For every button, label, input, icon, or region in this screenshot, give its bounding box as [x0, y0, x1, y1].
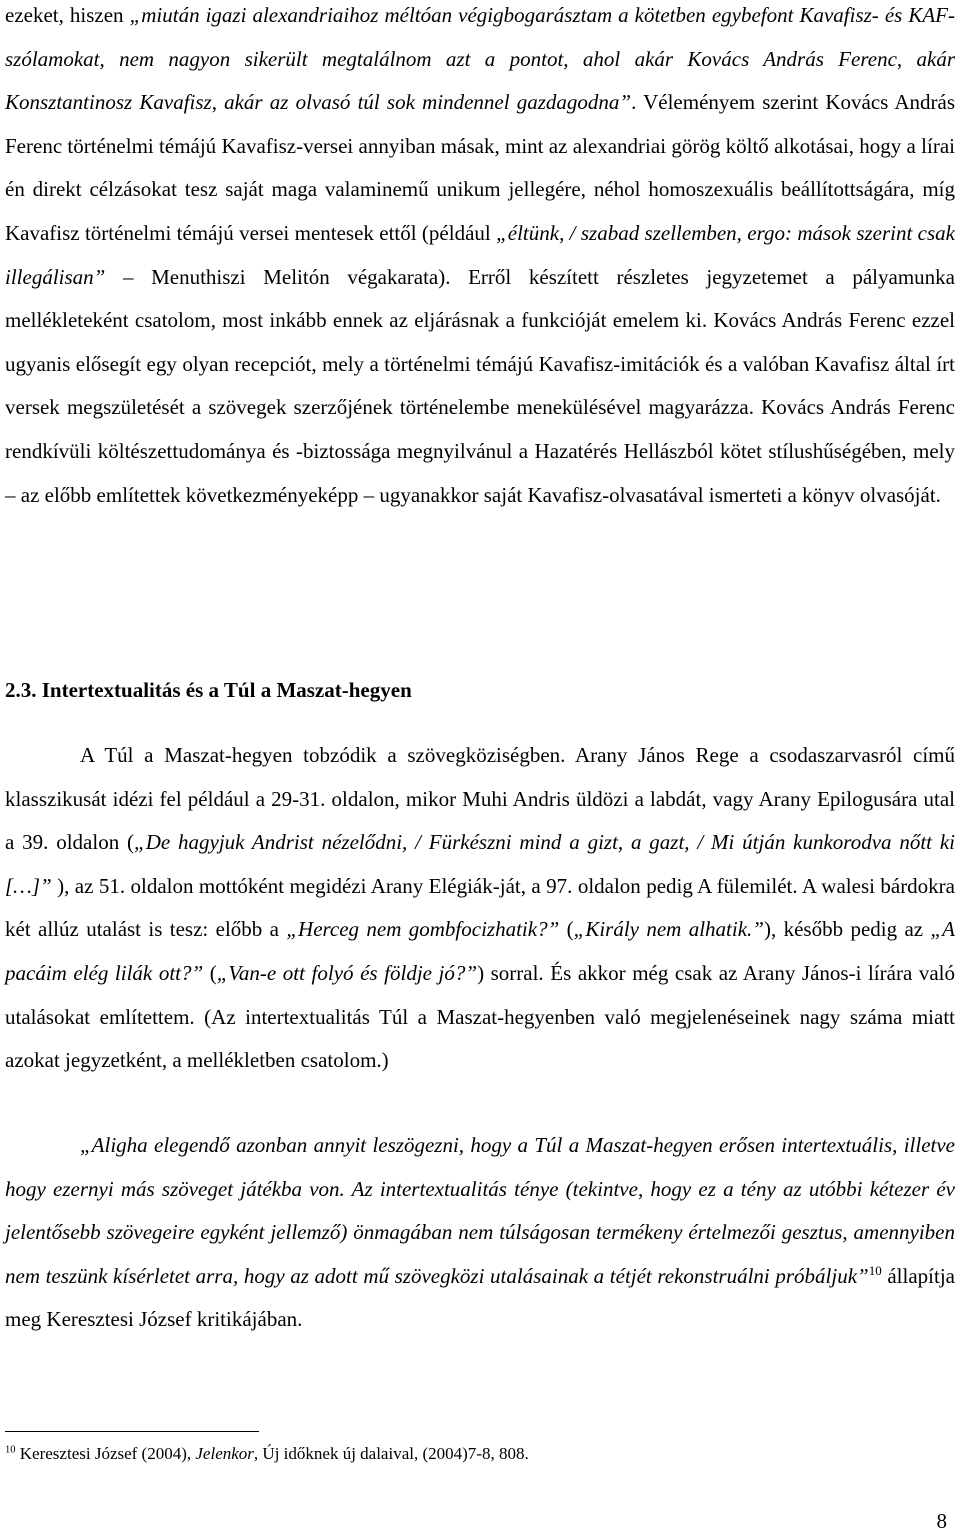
quote-italic: „miután igazi alexandriaihoz méltóan végigbogarásztam a kötetben egybefont Kavafisz- és KAF-szólamokat, nem nagyon sikerült megtalálnom azt a pontot, ahol akár Kovács András Ferenc, akár Konsztantinosz Kavafisz, akár az olvasó túl sok mindennel gazdagodna”: [5, 3, 955, 115]
page-number: 8: [936, 1509, 947, 1533]
footnote-divider: [5, 1431, 259, 1432]
quote-italic: „Van-e ott folyó és földje jó?”: [216, 960, 478, 985]
quote-italic: „De hagyjuk Andrist nézelődni, / Fürkészni mind a gizt, a gazt, / Mi útján kunkorodva nőtt ki […]”: [5, 830, 955, 898]
text-run: ), az 51. oldalon mottóként megidézi Arany Elégiák-ját, a 97. oldalon pedig A fülemilét. A walesi bárdokra két allúz utalást is tesz: előbb a: [5, 873, 955, 942]
text-run: ), később pedig az: [763, 917, 931, 942]
quote-italic: „Aligha elegendő azonban annyit leszögezni, hogy a Túl a Maszat-hegyen erősen intertextuális, illetve hogy ezernyi más szöveget játékba von. Az intertextualitás ténye (tekintve, hogy ez a tény az utóbbi kétezer év jelentősebb szövegeire egyként jellemző) önmagában nem túlságosan termékeny értelmezői gesztus, amennyiben nem teszünk kísérletet arra, hogy az adott mű szövegközi utalásainak a tétjét rekonstruálni próbáljuk”: [5, 1133, 955, 1288]
text-run: állapítja meg Keresztesi József kritikájában.: [5, 1263, 955, 1332]
text-run: ezeket, hiszen: [5, 3, 130, 27]
quote-italic: „Herceg nem gombfocizhatik?”: [286, 917, 560, 942]
text-run: (: [559, 917, 574, 942]
footnote-reference[interactable]: 10: [868, 1262, 882, 1278]
footnote: [5, 1440, 955, 1468]
text-run: Keresztesi József (2004),: [15, 1444, 196, 1463]
paragraph-intertextuality: [5, 734, 955, 1083]
text-run: ) sorral. És akkor még csak az Arany János-i lírára való utalásokat említettem. (Az intertextualitás Túl a Maszat-hegyenben való megjelenéseinek nagy száma miatt azokat jegyzetként, a mellékletben csatolom.): [5, 960, 955, 1073]
text-run: A Túl a Maszat-hegyen tobzódik a szövegköziségben. Arany János Rege a csodaszarvasról című klasszikusát idézi fel például a 29-31. oldalon, mikor Muhi Andris üldözi a labdát, vagy Arany Epilogusára utal a 39. oldalon (: [5, 743, 955, 855]
text-run: – Menuthiszi Melitón végakarata). Erről készített részletes jegyzetemet a pályamunka mellékleteként csatolom, most inkább ennek az eljárásnak a funkcióját emelem ki. Kovács András Ferenc ezzel ugyanis elősegít egy olyan recepciót, mely a történelmi témájú Kavafisz-imitációk és a valóban Kavafisz által írt versek megszületését a szövegek szerzőjének történelembe menekülésével magyarázza. Kovács András Ferenc rendkívüli költészettudománya és -biztossága megnyilvánul a Hazatérés Hellászból kötet stílushűségében, mely – az előbb említettek következményeképp – ugyanakkor saját Kavafisz-olvasatával ismerteti a könyv olvasóját.: [5, 264, 955, 507]
text-run: (: [203, 960, 217, 985]
document-page: [5, 0, 955, 1537]
paragraph-kavafisz: [5, 0, 955, 517]
text-run: . Véleményem szerint Kovács András Ferenc történelmi témájú Kavafisz-versei annyiban másak, mint az alexandriai görög költő alkotásai, hogy a lírai én direkt célzásokat tesz saját maga valaminemű unikum jellegére, néhol homoszexuális beállítottságára, míg Kavafisz történelmi témájú versei mentesek ettől (például: [5, 90, 955, 245]
journal-title: Jelenkor: [195, 1444, 254, 1463]
quote-italic: „éltünk, / szabad szellemben, ergo: mások szerint csak illegálisan”: [5, 220, 955, 289]
text-run: , Új időknek új dalaival, (2004)7-8, 808.: [253, 1444, 529, 1463]
quote-italic: „Király nem alhatik.”: [573, 917, 764, 942]
footnote-number: 10: [5, 1444, 16, 1456]
section-heading: 2.3. Intertextualitás és a Túl a Maszat-hegyen: [5, 678, 412, 702]
quote-italic: „A pacáim elég lilák ott?”: [5, 917, 955, 985]
paragraph-keresztesi-quote: [5, 1124, 955, 1342]
